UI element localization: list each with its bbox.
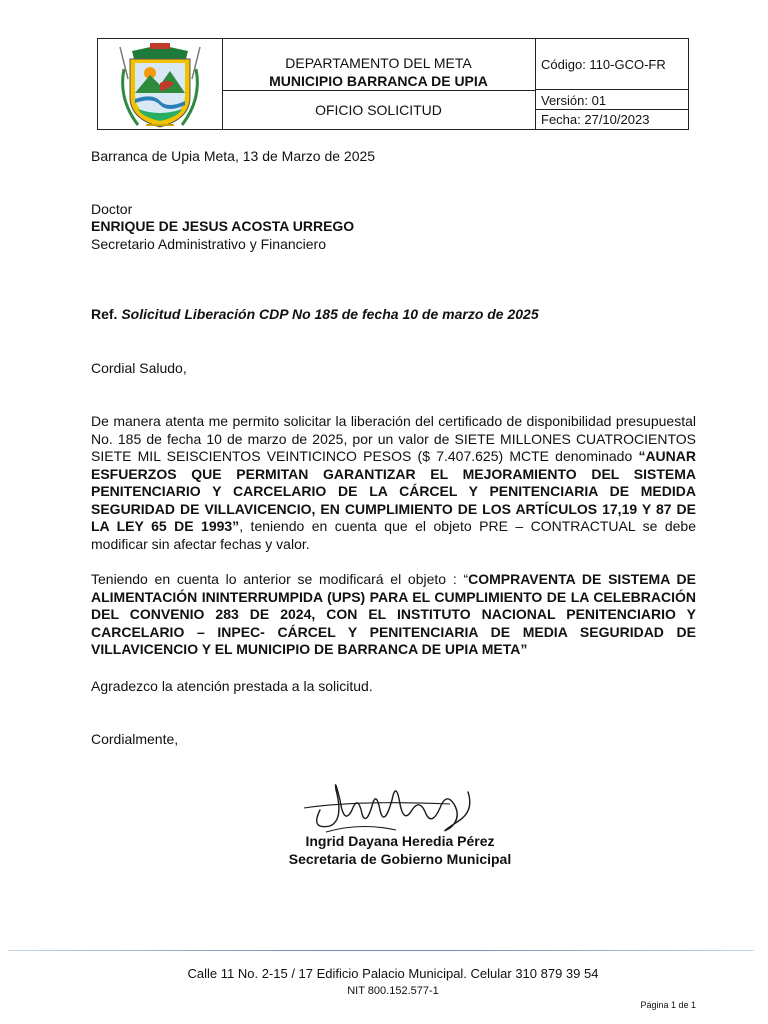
municipality-name: MUNICIPIO BARRANCA DE UPIA bbox=[269, 73, 488, 89]
thanks-line: Agradezco la atención prestada a la solicitud. bbox=[91, 678, 373, 694]
document-header-table bbox=[97, 38, 689, 130]
closing-line: Cordialmente, bbox=[91, 731, 179, 747]
department-name: DEPARTAMENTO DEL META bbox=[285, 55, 472, 71]
body-paragraph-1-object: “AUNAR ESFUERZOS QUE PERMITAN GARANTIZAR EL MEJORAMIENTO DEL SISTEMA PENITENCIARIO Y CARCELARIO DE LA CÁRCEL Y PENITENCIARIA DE MEDIDA SEGURIDAD DE VILLAVICENCIO, EN CUMPLIMIENTO DE LOS ARTÍCULOS 17,19 Y 87 DE LA LEY 65 DE 1993” bbox=[91, 448, 696, 534]
footer-nit: NIT 800.152.577-1 bbox=[347, 985, 439, 997]
body-paragraph-1-text: De manera atenta me permito solicitar la liberación del certificado de disponibilidad presupuestal No. 185 de fecha 10 de marzo de 2025, por un valor de SIETE MILLONES CUATROCIENTOS SIETE MIL SEISCIENTOS VEINTICINCO PESOS ($ 7.407.625) MCTE denominado bbox=[91, 413, 696, 464]
body-paragraph-2 bbox=[91, 571, 696, 659]
place-date: Barranca de Upia Meta, 13 de Marzo de 2025 bbox=[91, 148, 376, 164]
body-paragraph-1 bbox=[91, 413, 696, 553]
header-title-cell bbox=[222, 39, 536, 129]
municipal-coat-of-arms-icon bbox=[98, 39, 222, 129]
logo-cell bbox=[98, 39, 223, 129]
signer-role: Secretaria de Gobierno Municipal bbox=[288, 851, 512, 867]
greeting: Cordial Saludo, bbox=[91, 360, 187, 376]
page-number: Página 1 de 1 bbox=[640, 1000, 696, 1010]
document-code: Código: 110-GCO-FR bbox=[535, 39, 688, 90]
footer-address: Calle 11 No. 2-15 / 17 Edificio Palacio Municipal. Celular 310 879 39 54 bbox=[187, 966, 599, 981]
recipient-title: Doctor bbox=[91, 201, 133, 217]
recipient-name: ENRIQUE DE JESUS ACOSTA URREGO bbox=[91, 218, 355, 234]
header-meta-cell bbox=[535, 39, 688, 129]
footer-divider bbox=[8, 950, 754, 951]
header-entity-row bbox=[222, 39, 535, 91]
reference-text: Solicitud Liberación CDP No 185 de fecha 10 de marzo de 2025 bbox=[121, 306, 539, 322]
body-paragraph-2-text: Teniendo en cuenta lo anterior se modificará el objeto : “ bbox=[91, 571, 469, 587]
reference-line bbox=[91, 306, 539, 324]
handwritten-signature bbox=[300, 770, 480, 840]
document-date: Fecha: 27/10/2023 bbox=[541, 112, 650, 127]
document-version: Versión: 01 bbox=[535, 91, 688, 110]
reference-prefix: Ref. bbox=[91, 306, 118, 322]
document-type: OFICIO SOLICITUD bbox=[315, 102, 442, 118]
recipient-role: Secretario Administrativo y Financiero bbox=[91, 236, 326, 252]
body-paragraph-1-tail: , teniendo en cuenta que el objeto PRE – CONTRACTUAL se debe modificar sin afectar fechas y valor. bbox=[91, 518, 697, 552]
body-paragraph-2-object: COMPRAVENTA DE SISTEMA DE ALIMENTACIÓN ININTERRUMPIDA (UPS) PARA EL CUMPLIMIENTO DE LA CELEBRACIÓN DEL CONVENIO 283 DE 2024, CON EL INSTITUTO NACIONAL PENITENCIARIO Y CARCELARIO – INPEC- CÁRCEL Y PENITENCIARIA DE MEDIA SEGURIDAD DE VILLAVICENCIO Y EL MUNICIPIO DE BARRANCA DE UPIA META” bbox=[91, 571, 696, 657]
signer-name: Ingrid Dayana Heredia Pérez bbox=[305, 833, 495, 849]
